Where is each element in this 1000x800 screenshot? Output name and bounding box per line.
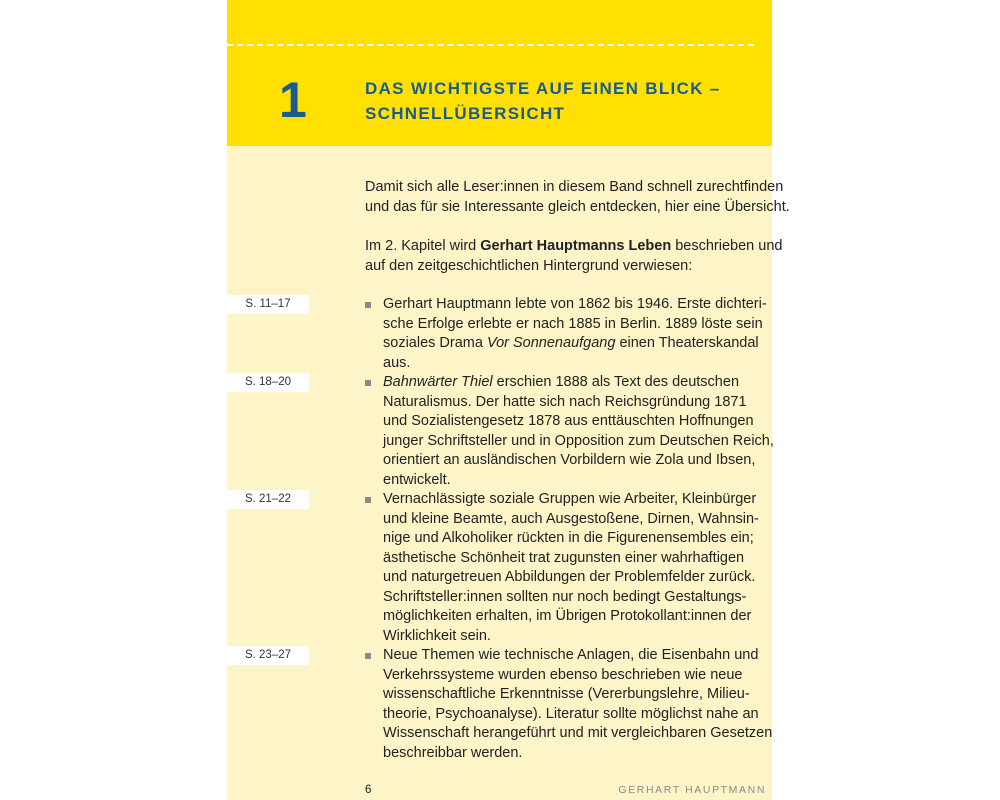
text-line: und naturgetreuen Abbildungen der Problemfelder zurück. — [383, 569, 756, 585]
text-line: sche Erfolge erlebte er nach 1885 in Berlin. 1889 löste sein — [383, 315, 763, 332]
chapter-title-line: SCHNELLÜBERSICHT — [365, 104, 566, 123]
text-segment: soziales Drama — [383, 335, 487, 351]
page-number: 6 — [365, 784, 372, 796]
chapter-header-band — [227, 0, 772, 146]
text-line: Schriftsteller:innen sollten nur noch bedingt Gestaltungs- — [383, 588, 747, 605]
item-text — [383, 295, 773, 373]
page-reference-tab: S. 23–27 — [227, 646, 309, 665]
text-line: orientiert an ausländischen Vorbildern wie Zola und Ibsen, — [383, 452, 756, 468]
text-line: Wirklichkeit sein. — [383, 627, 491, 644]
page-reference-tab: S. 18–20 — [227, 373, 309, 392]
text-line: und Sozialistengesetz 1878 aus enttäuschten Hoffnungen — [383, 413, 754, 429]
text-line: Verkehrssysteme wurden ebenso beschrieben wie neue — [383, 666, 743, 683]
text-segment: einen Theaterskandal — [615, 335, 759, 351]
work-title: Vor Sonnenaufgang — [486, 335, 616, 351]
text-segment: Im 2. Kapitel wird — [365, 238, 481, 254]
text-line: möglichkeiten erhalten, im Übrigen Protokollant:innen der — [383, 608, 752, 624]
chapter2-paragraph — [365, 237, 783, 276]
text-line: und das für sie Interessante gleich entdecken, hier eine Übersicht. — [365, 198, 790, 215]
item-text — [383, 490, 773, 646]
square-bullet-icon — [365, 380, 371, 386]
item-text — [383, 646, 773, 763]
text-line — [383, 334, 773, 354]
text-line: wissenschaftliche Erkenntnisse (Vererbungslehre, Milieu- — [383, 686, 750, 702]
chapter-title-line: DAS WICHTIGSTE AUF EINEN BLICK – — [365, 79, 721, 98]
text-line: aus. — [383, 354, 411, 371]
text-line: Damit sich alle Leser:innen in diesem Band schnell zurechtfinden — [365, 179, 784, 195]
text-line: Vernachlässigte soziale Gruppen wie Arbeiter, Kleinbürger — [383, 491, 757, 507]
text-segment: erschien 1888 als Text des deutschen — [492, 374, 740, 390]
page-reference-tab: S. 21–22 — [227, 490, 309, 509]
text-line: auf den zeitgeschichtlichen Hintergrund verwiesen: — [365, 257, 693, 274]
square-bullet-icon — [365, 497, 371, 503]
chapter-number: 1 — [279, 72, 307, 128]
item-text — [383, 373, 773, 490]
text-line: ästhetische Schönheit trat zugunsten einer wahrhaftigen — [383, 549, 745, 566]
text-line — [383, 373, 773, 393]
page-reference-tab: S. 11–17 — [227, 295, 309, 314]
dashed-divider — [227, 44, 754, 46]
chapter-title — [365, 76, 765, 126]
bold-phrase: Gerhart Hauptmanns Leben — [480, 238, 672, 254]
work-title: Bahnwärter Thiel — [383, 374, 493, 390]
text-line: Gerhart Hauptmann lebte von 1862 bis 1946. Erste dichteri- — [383, 296, 767, 312]
text-segment: beschrieben und — [671, 238, 783, 254]
text-line: und kleine Beamte, auch Ausgestoßene, Dirnen, Wahnsin- — [383, 510, 759, 527]
text-line: theorie, Psychoanalyse). Literatur sollte möglichst nahe an — [383, 705, 759, 722]
text-line: nige und Alkoholiker rückten in die Figurenensembles ein; — [383, 530, 754, 546]
square-bullet-icon — [365, 653, 371, 659]
square-bullet-icon — [365, 302, 371, 308]
text-line — [365, 237, 783, 257]
text-line: beschreibbar werden. — [383, 744, 523, 761]
text-line: junger Schriftsteller und in Opposition zum Deutschen Reich, — [383, 432, 774, 449]
book-page — [227, 0, 790, 800]
text-line: Wissenschaft herangeführt und mit vergleichbaren Gesetzen — [383, 725, 773, 741]
text-line: entwickelt. — [383, 471, 451, 488]
running-footer-title: GERHART HAUPTMANN — [618, 784, 766, 796]
text-line: Neue Themen wie technische Anlagen, die Eisenbahn und — [383, 647, 759, 663]
intro-paragraph — [365, 178, 790, 217]
text-line: Naturalismus. Der hatte sich nach Reichsgründung 1871 — [383, 393, 747, 410]
